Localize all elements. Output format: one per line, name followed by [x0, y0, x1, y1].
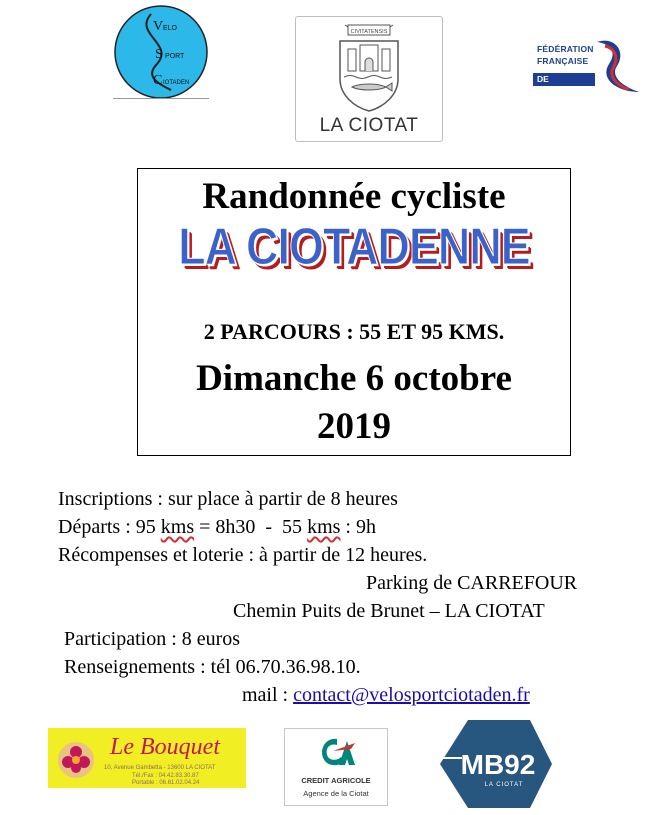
- ffc-swoosh-icon: [593, 36, 641, 94]
- flower-icon: [56, 740, 96, 780]
- vsc-word-elo: ELO: [163, 25, 178, 32]
- bouquet-tel: Tél./Fax : 04.42.83.30.87: [132, 773, 199, 779]
- ffc-line-2: FRANÇAISE: [537, 56, 589, 66]
- participation-fee: Participation : 8 euros: [64, 628, 241, 650]
- departures-suffix: : 9h: [340, 516, 376, 538]
- contact-phone: Renseignements : tél 06.70.36.98.10.: [64, 656, 361, 678]
- kms-word-2: kms: [307, 516, 341, 538]
- credit-agricole-icon: [315, 735, 357, 771]
- event-name: LA CIOTADENNE: [178, 218, 530, 276]
- logo-divider: [113, 98, 209, 99]
- bouquet-address: 10, Avenue Gambetta - 13600 LA CIOTAT: [104, 765, 216, 771]
- vsc-letter-c: C: [153, 73, 163, 88]
- credit-agricole-sponsor-logo: [284, 728, 388, 806]
- ffc-line-3: DE CYCLISME: [533, 73, 595, 86]
- vsc-letter-v: V: [153, 19, 164, 34]
- event-date: Dimanche 6 octobre: [196, 358, 512, 399]
- credit-agricole-agency: Agence de la Ciotat: [303, 789, 369, 798]
- registration-info: Inscriptions : sur place à partir de 8 heures: [58, 488, 398, 510]
- la-ciotat-city-logo: [295, 16, 443, 142]
- velo-sport-ciotaden-logo: [113, 4, 209, 100]
- vsc-letter-s: S: [155, 47, 163, 62]
- vsc-word-port: PORT: [165, 53, 185, 60]
- mb92-place: LA CIOTAT: [484, 782, 524, 788]
- mail-label: mail :: [242, 684, 294, 706]
- city-crest-banner: CIVITATENSIS: [350, 29, 388, 35]
- vsc-word-iotaden: IOTADEN: [163, 80, 190, 86]
- departures-prefix: Départs : 95: [58, 516, 161, 538]
- contact-mail: [242, 684, 530, 707]
- credit-agricole-name: CREDIT AGRICOLE: [301, 776, 371, 785]
- le-bouquet-sponsor-logo: [48, 728, 246, 788]
- address-line: Chemin Puits de Brunet – LA CIOTAT: [233, 600, 545, 622]
- event-courses: 2 PARCOURS : 55 ET 95 KMS.: [203, 319, 505, 344]
- kms-word-1: kms: [160, 516, 195, 538]
- email-link[interactable]: contact@velosportciotaden.fr: [293, 684, 530, 706]
- mb92-name: MB92: [460, 749, 536, 780]
- bouquet-name: Le Bouquet: [110, 734, 220, 760]
- city-crest-icon: [334, 23, 404, 113]
- event-type: Randonnée cycliste: [202, 176, 506, 217]
- bouquet-mobile: Portable : 06.61.02.04.24: [132, 780, 200, 786]
- parking-location: Parking de CARREFOUR: [366, 572, 578, 594]
- ffc-federation-logo: [531, 34, 641, 96]
- ffc-line-1: FÉDÉRATION: [537, 44, 594, 54]
- departures-middle: = 8h30 - 55: [194, 516, 308, 538]
- city-logo-name: LA CIOTAT: [319, 115, 419, 136]
- mb92-sponsor-logo: [438, 718, 554, 810]
- departures-info: [58, 516, 376, 539]
- rewards-info: Récompenses et loterie : à partir de 12 heures.: [58, 544, 428, 566]
- event-year: 2019: [317, 406, 391, 447]
- event-title-box: [137, 168, 571, 456]
